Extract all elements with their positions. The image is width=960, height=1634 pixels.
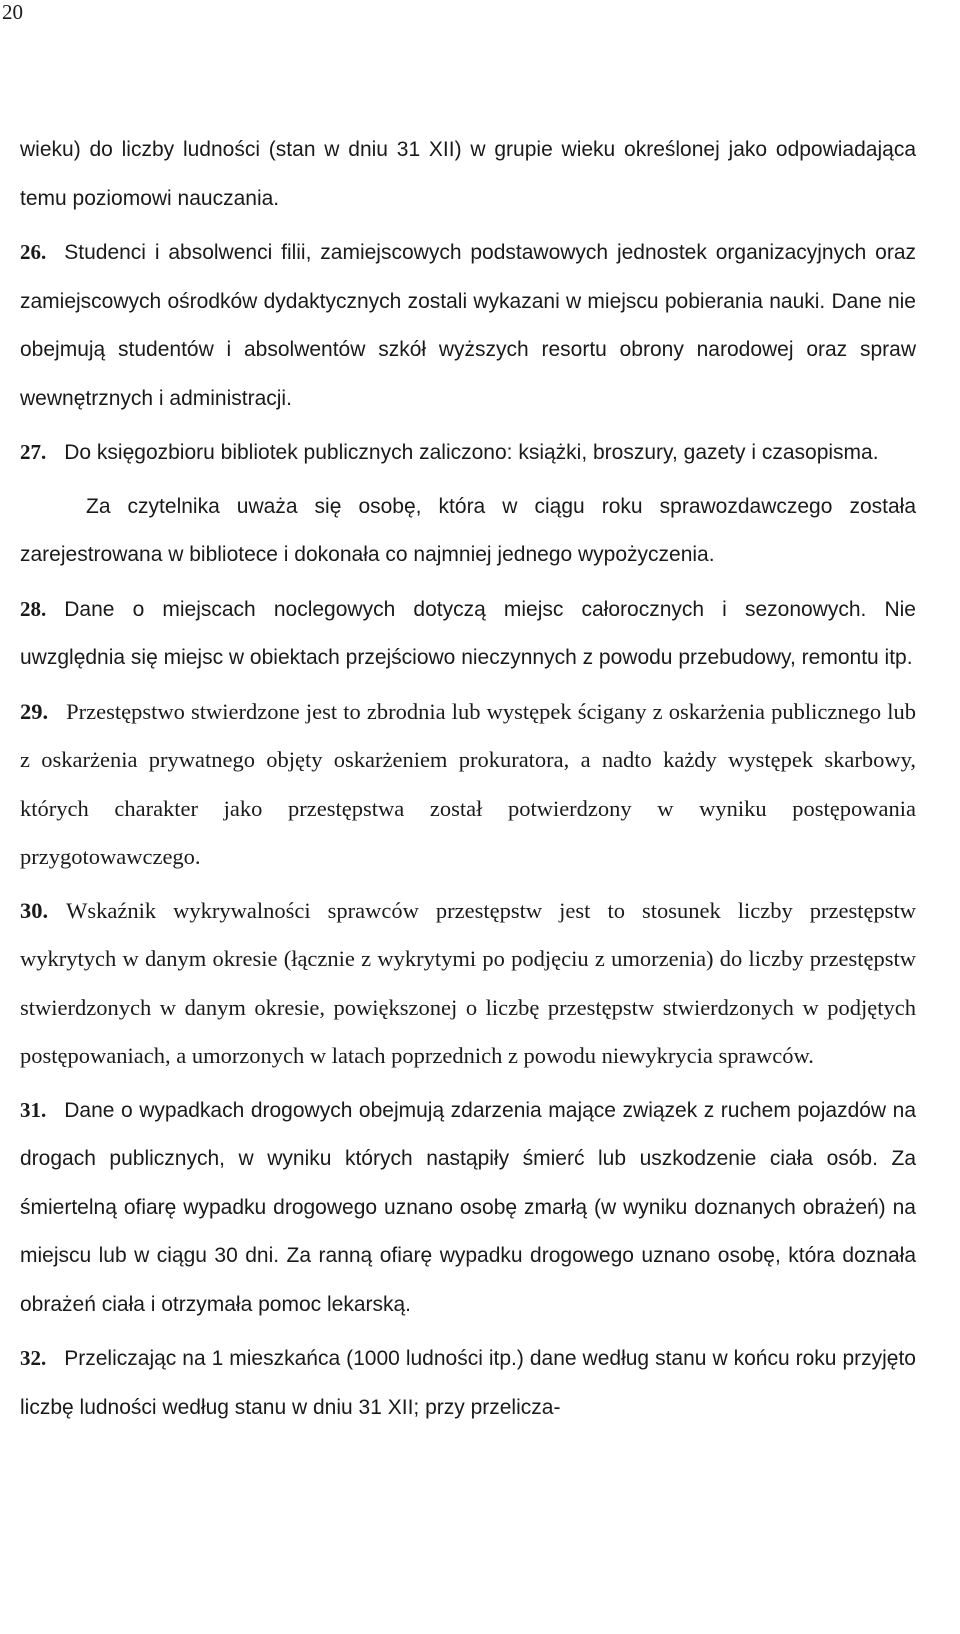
paragraph-30 bbox=[20, 887, 916, 1081]
paragraph-number: 29. bbox=[20, 698, 49, 724]
page-number: 20 bbox=[2, 0, 23, 24]
paragraph-29 bbox=[20, 688, 916, 882]
paragraph-26 bbox=[20, 228, 916, 423]
paragraph-27 bbox=[20, 428, 916, 478]
paragraph-number: 26. bbox=[20, 240, 47, 264]
paragraph-number: 30. bbox=[20, 897, 49, 923]
paragraph-text: Dane o miejscach noclegowych dotyczą miejsc całorocznych i sezonowych. Nie uwzględnia się miejsc w obiektach przejściowo nieczynnych z powodu przebudowy, remontu itp. bbox=[20, 597, 916, 669]
paragraph-number: 28. bbox=[20, 596, 47, 621]
paragraph-text: Za czytelnika uważa się osobę, która w ciągu roku sprawozdawczego została zarejestrowana w bibliotece i dokonała co najmniej jednego wypożyczenia. bbox=[20, 494, 916, 566]
paragraph-text: Przestępstwo stwierdzone jest to zbrodnia lub występek ścigany z oskarżenia publicznego lub z oskarżenia prywatnego objęty oskarżeniem prokuratora, a nadto każdy występek skarbowy, których charakter jako przestępstwa został potwierdzony w wyniku postępowania przygotowawczego. bbox=[20, 698, 916, 869]
paragraph-number: 31. bbox=[20, 1097, 47, 1122]
paragraph-text: wieku) do liczby ludności (stan w dniu 31 XII) w grupie wieku określonej jako odpowiadająca temu poziomowi nauczania. bbox=[20, 138, 916, 210]
paragraph-text: Dane o wypadkach drogowych obejmują zdarzenia mające związek z ruchem pojazdów na drogach publicznych, w wyniku których nastąpiły śmierć lub uszkodzenie ciała osób. Za śmiertelną ofiarę wypadku drogowego uznano osobę zmarłą (w wyniku doznanych obrażeń) na miejscu lub w ciągu 30 dni. Za ranną ofiarę wypadku drogowego uznano osobę, która doznała obrażeń ciała i otrzymała pomoc lekarską. bbox=[20, 1098, 916, 1316]
paragraph-28 bbox=[20, 585, 916, 683]
paragraph-text: Do księgozbioru bibliotek publicznych zaliczono: książki, broszury, gazety i czasopisma. bbox=[64, 441, 879, 464]
paragraph-continuation bbox=[20, 126, 916, 223]
paragraph-number: 32. bbox=[20, 1346, 47, 1370]
paragraph-text: Przeliczając na 1 mieszkańca (1000 ludności itp.) dane według stanu w końcu roku przyjęto liczbę ludności według stanu w dniu 31 XII; przy przelicza- bbox=[20, 1347, 916, 1419]
document-body bbox=[20, 126, 916, 1432]
paragraph-number: 27. bbox=[20, 440, 47, 464]
paragraph-31 bbox=[20, 1086, 916, 1330]
paragraph-text: Wskaźnik wykrywalności sprawców przestępstw jest to stosunek liczby przestępstw wykrytych w danym okresie (łącznie z wykrytymi po podjęciu z umorzenia) do liczby przestępstw stwierdzonych w danym okresie, powiększonej o liczbę przestępstw stwierdzonych w podjętych postępowaniach, a umorzonych w latach poprzednich z powodu niewykrycia sprawców. bbox=[20, 897, 916, 1068]
paragraph-32 bbox=[20, 1334, 916, 1432]
paragraph-text: Studenci i absolwenci filii, zamiejscowych podstawowych jednostek organizacyjnych oraz zamiejscowych ośrodków dydaktycznych zostali wykazani w miejscu pobierania nauki. Dane nie obejmują studentów i absolwentów szkół wyższych resortu obrony narodowej oraz spraw wewnętrznych i administracji. bbox=[20, 241, 916, 410]
paragraph-reader-definition bbox=[20, 483, 916, 580]
